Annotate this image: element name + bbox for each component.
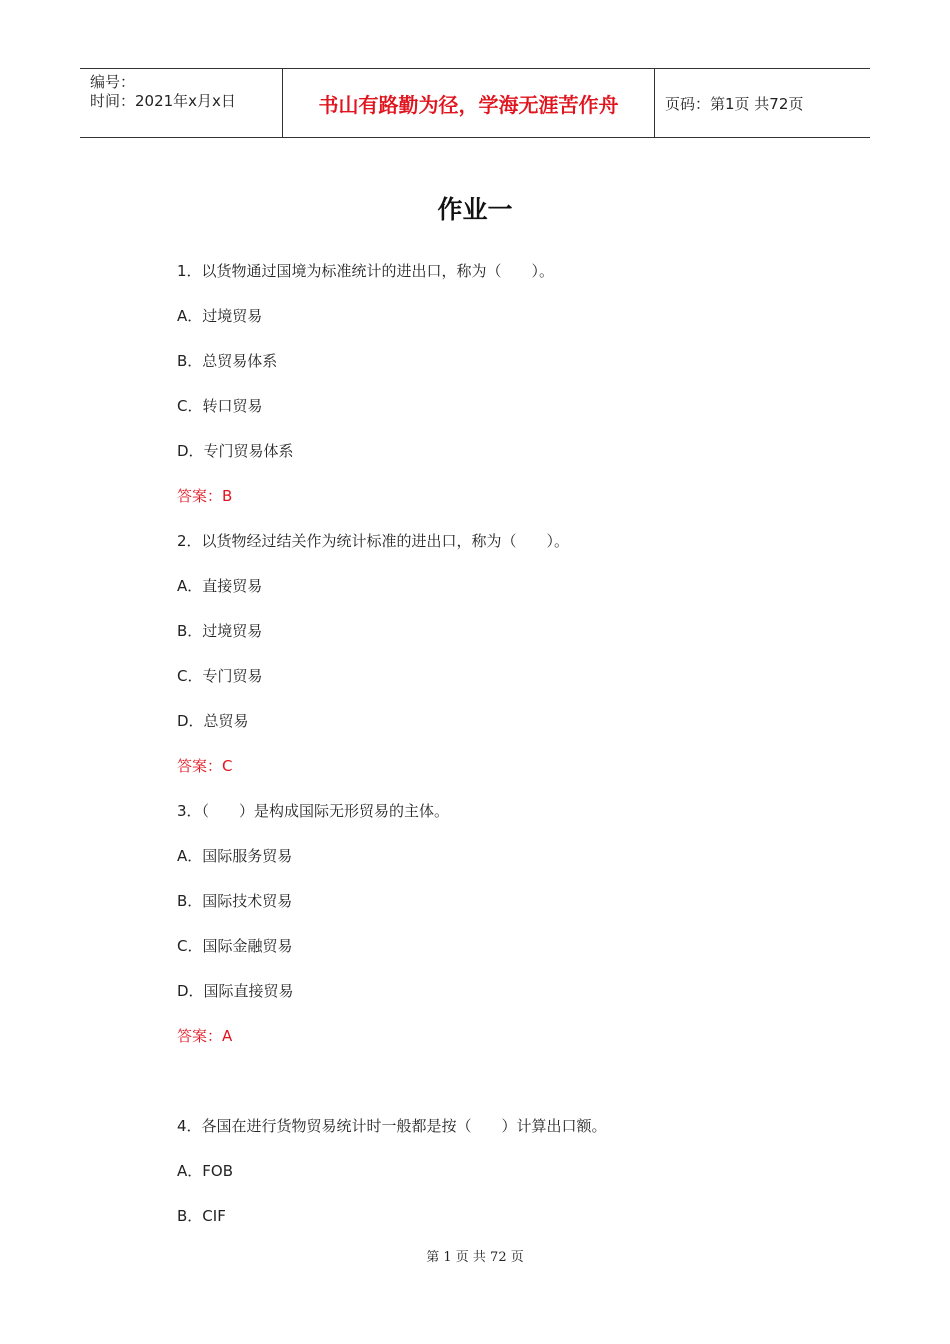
question-1-option-a: A．过境贸易 bbox=[177, 307, 263, 325]
question-4-option-b: B．CIF bbox=[177, 1207, 226, 1225]
question-2-option-c: C．专门贸易 bbox=[177, 667, 263, 685]
header-motto: 书山有路勤为径，学海无涯苦作舟 bbox=[282, 69, 655, 137]
question-3-option-d: D．国际直接贸易 bbox=[177, 982, 294, 1000]
question-4-stem: 4．各国在进行货物贸易统计时一般都是按（ ）计算出口额。 bbox=[177, 1117, 607, 1135]
question-1-option-c: C．转口贸易 bbox=[177, 397, 263, 415]
question-2-stem: 2．以货物经过结关作为统计标准的进出口，称为（ ）。 bbox=[177, 532, 570, 550]
question-1-option-d: D．专门贸易体系 bbox=[177, 442, 294, 460]
question-2-option-a: A．直接贸易 bbox=[177, 577, 263, 595]
question-1-option-b: B．总贸易体系 bbox=[177, 352, 278, 370]
question-3-option-a: A．国际服务贸易 bbox=[177, 847, 293, 865]
page-header bbox=[80, 68, 870, 138]
question-4-option-a: A．FOB bbox=[177, 1162, 233, 1180]
question-3-stem: 3．（ ）是构成国际无形贸易的主体。 bbox=[177, 802, 450, 820]
question-1-stem: 1．以货物通过国境为标准统计的进出口，称为（ ）。 bbox=[177, 262, 555, 280]
header-page-info: 页码：第1页 共72页 bbox=[665, 94, 804, 113]
question-2-option-d: D．总贸易 bbox=[177, 712, 249, 730]
page-title: 作业一 bbox=[437, 195, 513, 224]
question-3-answer: 答案：A bbox=[177, 1027, 233, 1045]
question-2-answer: 答案：C bbox=[177, 757, 233, 775]
question-2-option-b: B．过境贸易 bbox=[177, 622, 263, 640]
number-label: 编号： bbox=[90, 73, 136, 91]
question-3-option-c: C．国际金融贸易 bbox=[177, 937, 293, 955]
time-label: 时间：2021年x月x日 bbox=[90, 92, 236, 110]
page-footer: 第 1 页 共 72 页 bbox=[426, 1250, 524, 1265]
question-1-answer: 答案：B bbox=[177, 487, 233, 505]
header-meta bbox=[80, 69, 282, 137]
question-3-option-b: B．国际技术贸易 bbox=[177, 892, 293, 910]
